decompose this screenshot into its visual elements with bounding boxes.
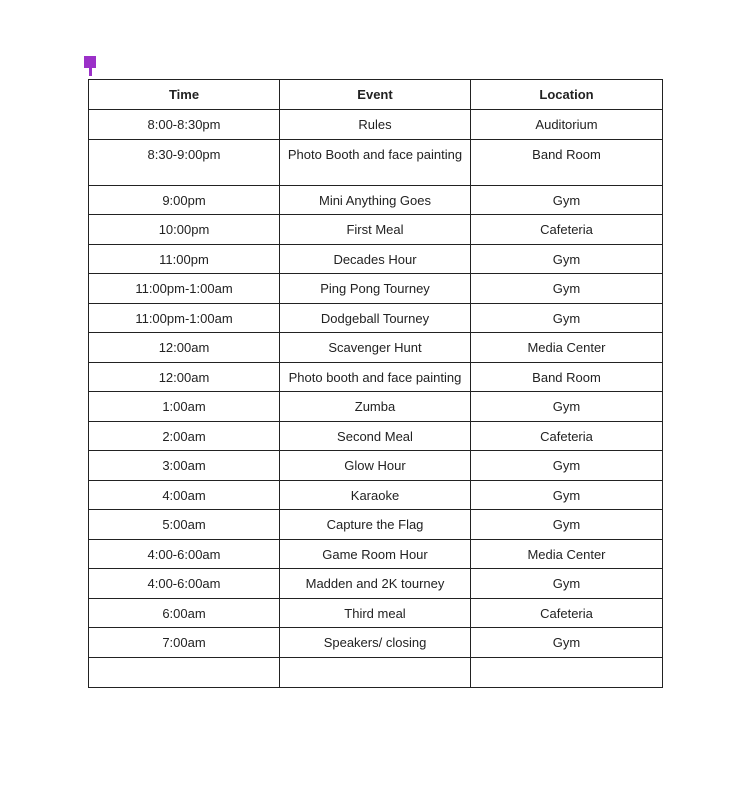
- cell-time[interactable]: 12:00am: [89, 333, 280, 363]
- cell-time[interactable]: 7:00am: [89, 628, 280, 658]
- cell-time[interactable]: 4:00am: [89, 480, 280, 510]
- cell-location[interactable]: Gym: [471, 569, 663, 599]
- table-row-empty: [89, 657, 663, 687]
- cell-location[interactable]: Cafeteria: [471, 421, 663, 451]
- cell-time[interactable]: 11:00pm-1:00am: [89, 303, 280, 333]
- cell-time[interactable]: 5:00am: [89, 510, 280, 540]
- cell-location[interactable]: [471, 657, 663, 687]
- table-row: [89, 598, 663, 628]
- cell-time[interactable]: 10:00pm: [89, 215, 280, 245]
- cell-event[interactable]: Game Room Hour: [280, 539, 471, 569]
- comment-marker-icon[interactable]: [84, 56, 96, 76]
- cell-location[interactable]: Gym: [471, 244, 663, 274]
- table-row: [89, 185, 663, 215]
- cell-event[interactable]: Zumba: [280, 392, 471, 422]
- cell-location[interactable]: Cafeteria: [471, 598, 663, 628]
- cell-time[interactable]: 8:30-9:00pm: [89, 139, 280, 185]
- cell-time[interactable]: 6:00am: [89, 598, 280, 628]
- cell-location[interactable]: Gym: [471, 480, 663, 510]
- table-row: [89, 628, 663, 658]
- cell-event[interactable]: Dodgeball Tourney: [280, 303, 471, 333]
- header-location: Location: [471, 80, 663, 110]
- cell-time[interactable]: 4:00-6:00am: [89, 569, 280, 599]
- table-row: [89, 362, 663, 392]
- cell-event[interactable]: First Meal: [280, 215, 471, 245]
- cell-location[interactable]: Media Center: [471, 333, 663, 363]
- table-row: [89, 569, 663, 599]
- table-row: [89, 303, 663, 333]
- cell-location[interactable]: Gym: [471, 392, 663, 422]
- cell-event[interactable]: Second Meal: [280, 421, 471, 451]
- cell-event[interactable]: Rules: [280, 110, 471, 140]
- cell-time[interactable]: 8:00-8:30pm: [89, 110, 280, 140]
- cell-event[interactable]: Madden and 2K tourney: [280, 569, 471, 599]
- cell-time[interactable]: 12:00am: [89, 362, 280, 392]
- cell-location[interactable]: Cafeteria: [471, 215, 663, 245]
- table-row: [89, 539, 663, 569]
- cell-time[interactable]: 4:00-6:00am: [89, 539, 280, 569]
- cell-event[interactable]: Scavenger Hunt: [280, 333, 471, 363]
- cell-location[interactable]: Band Room: [471, 362, 663, 392]
- cell-location[interactable]: Gym: [471, 451, 663, 481]
- cell-event[interactable]: Mini Anything Goes: [280, 185, 471, 215]
- table-row: [89, 333, 663, 363]
- table-row: [89, 215, 663, 245]
- cell-location[interactable]: Gym: [471, 510, 663, 540]
- cell-time[interactable]: 1:00am: [89, 392, 280, 422]
- header-event: Event: [280, 80, 471, 110]
- comment-marker-flag: [84, 56, 96, 68]
- table-row: [89, 451, 663, 481]
- table-row: [89, 139, 663, 185]
- cell-event[interactable]: Photo Booth and face painting: [280, 139, 471, 185]
- cell-location[interactable]: Auditorium: [471, 110, 663, 140]
- cell-time[interactable]: 9:00pm: [89, 185, 280, 215]
- header-time: Time: [89, 80, 280, 110]
- cell-time[interactable]: 11:00pm-1:00am: [89, 274, 280, 304]
- cell-time[interactable]: [89, 657, 280, 687]
- table-row: [89, 510, 663, 540]
- cell-location[interactable]: Gym: [471, 628, 663, 658]
- cell-event[interactable]: Third meal: [280, 598, 471, 628]
- cell-location[interactable]: Gym: [471, 185, 663, 215]
- cell-event[interactable]: Photo booth and face painting: [280, 362, 471, 392]
- comment-marker-stem: [89, 68, 92, 76]
- cell-event[interactable]: Glow Hour: [280, 451, 471, 481]
- cell-event[interactable]: Capture the Flag: [280, 510, 471, 540]
- table-row: [89, 110, 663, 140]
- table-row: [89, 480, 663, 510]
- cell-location[interactable]: Media Center: [471, 539, 663, 569]
- table-row: [89, 392, 663, 422]
- cell-location[interactable]: Gym: [471, 274, 663, 304]
- cell-time[interactable]: 2:00am: [89, 421, 280, 451]
- cell-event[interactable]: Decades Hour: [280, 244, 471, 274]
- cell-location[interactable]: Gym: [471, 303, 663, 333]
- cell-event[interactable]: Karaoke: [280, 480, 471, 510]
- cell-event[interactable]: Ping Pong Tourney: [280, 274, 471, 304]
- cell-time[interactable]: 3:00am: [89, 451, 280, 481]
- schedule-table: [88, 79, 663, 688]
- cell-location[interactable]: Band Room: [471, 139, 663, 185]
- cell-event[interactable]: [280, 657, 471, 687]
- table-row: [89, 244, 663, 274]
- table-row: [89, 421, 663, 451]
- cell-time[interactable]: 11:00pm: [89, 244, 280, 274]
- cell-event[interactable]: Speakers/ closing: [280, 628, 471, 658]
- table-header-row: [89, 80, 663, 110]
- table-row: [89, 274, 663, 304]
